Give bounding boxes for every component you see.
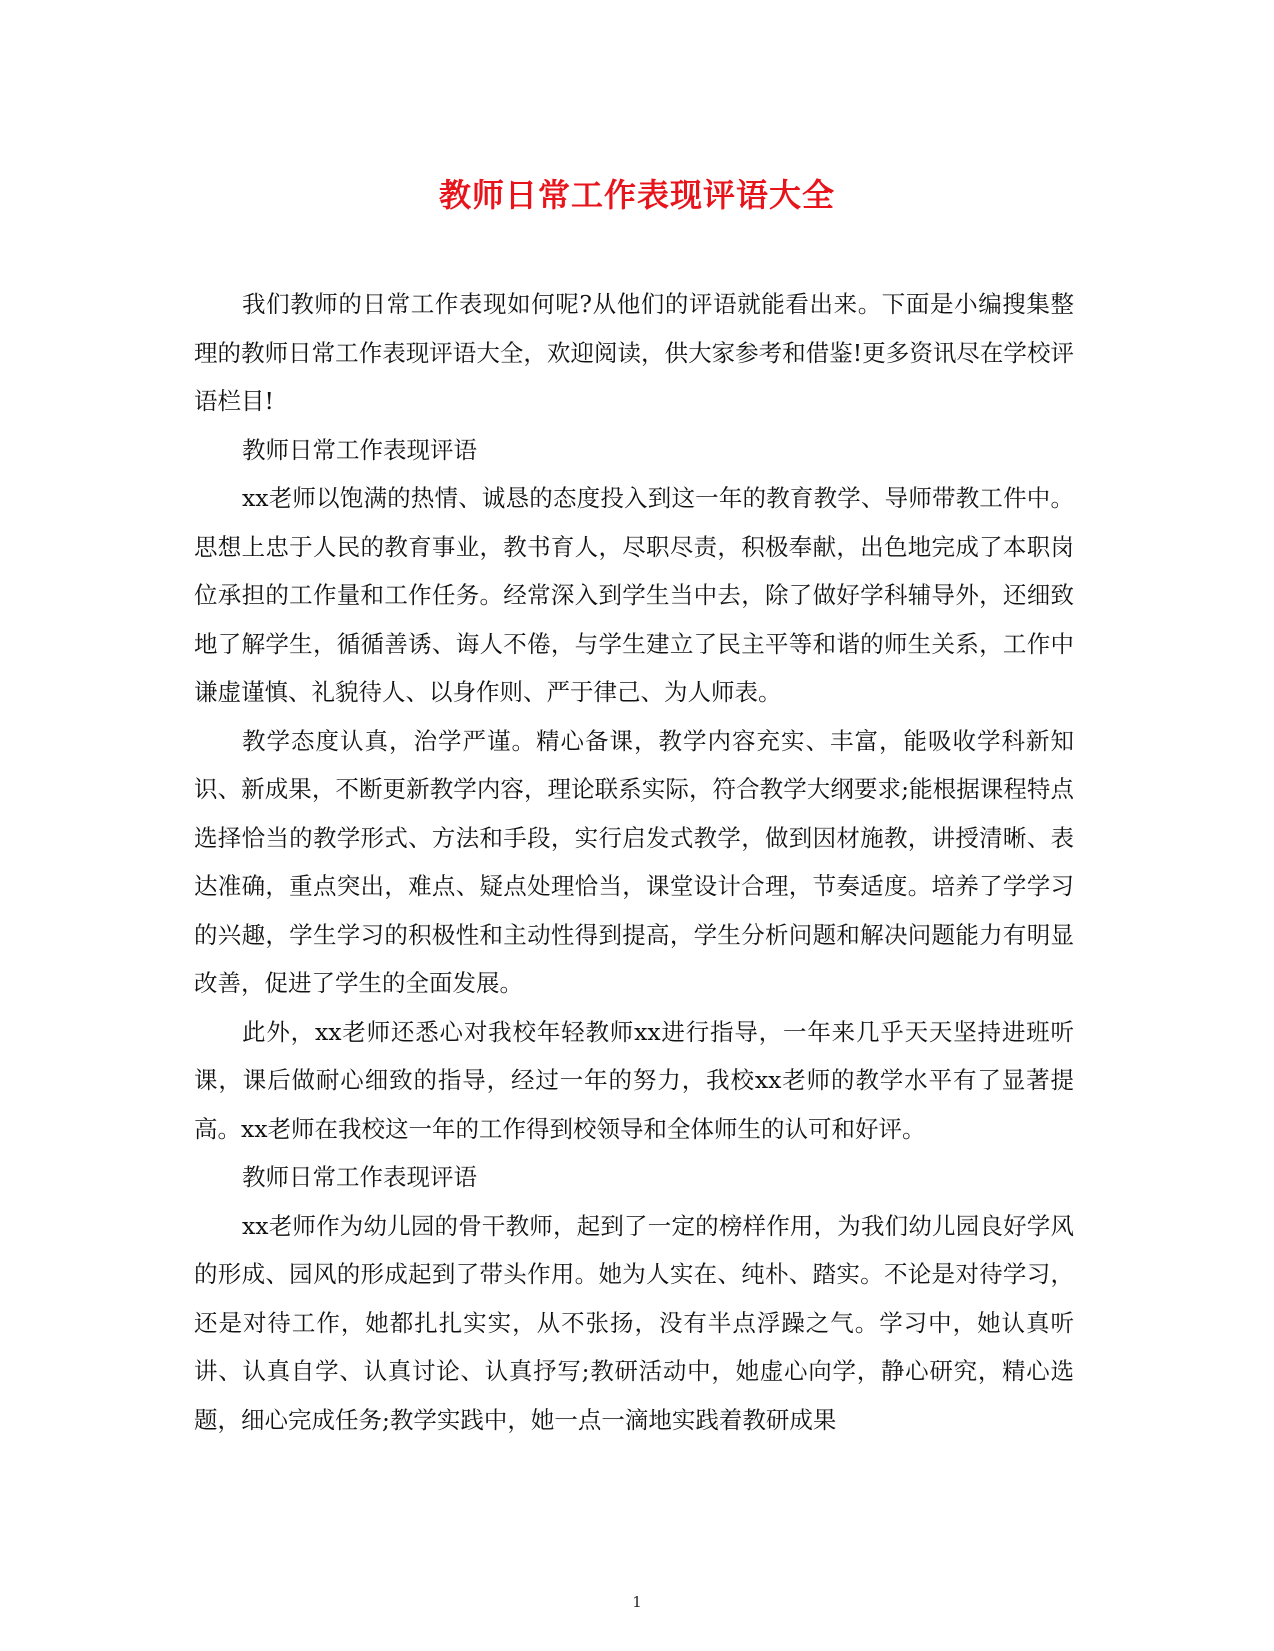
body-paragraph: 此外，xx老师还悉心对我校年轻教师xx进行指导，一年来几乎天天坚持进班听课，课后做耐心细致的指导，经过一年的努力，我校xx老师的教学水平有了显著提高。xx老师在我校这一年的工作得到校领导和全体师生的认可和好评。 [194, 1017, 1074, 1143]
body-paragraph: xx老师作为幼儿园的骨干教师，起到了一定的榜样作用，为我们幼儿园良好学风的形成、园风的形成起到了带头作用。她为人实在、纯朴、踏实。不论是对待学习，还是对待工作，她都扎扎实实，从不张扬，没有半点浮躁之气。学习中，她认真听讲、认真自学、认真讨论、认真抒写;教研活动中，她虚心向学，静心研究，精心选题，细心完成任务;教学实践中，她一点一滴地实践着教研成果 [194, 1211, 1074, 1434]
document-title: 教师日常工作表现评语大全 [438, 176, 835, 214]
section-heading: 教师日常工作表现评语 [242, 1163, 477, 1191]
page-number: 1 [632, 1593, 642, 1611]
intro-paragraph: 我们教师的日常工作表现如何呢?从他们的评语就能看出来。下面是小编搜集整理的教师日常工作表现评语大全，欢迎阅读，供大家参考和借鉴!更多资讯尽在学校评语栏目! [194, 290, 1074, 415]
document-body [194, 280, 1074, 1444]
section-heading: 教师日常工作表现评语 [242, 435, 477, 464]
body-paragraph: xx老师以饱满的热情、诚恳的态度投入到这一年的教育教学、导师带教工件中。思想上忠于人民的教育事业，教书育人，尽职尽责，积极奉献，出色地完成了本职岗位承担的工作量和工作任务。经常深入到学生当中去，除了做好学科辅导外，还细致地了解学生，循循善诱、诲人不倦，与学生建立了民主平等和谐的师生关系，工作中谦虚谨慎、礼貌待人、以身作则、严于律己、为人师表。 [194, 484, 1074, 706]
body-paragraph: 教学态度认真，治学严谨。精心备课，教学内容充实、丰富，能吸收学科新知识、新成果，不断更新教学内容，理论联系实际，符合教学大纲要求;能根据课程特点选择恰当的教学形式、方法和手段，实行启发式教学，做到因材施教，讲授清晰、表达准确，重点突出，难点、疑点处理恰当，课堂设计合理，节奏适度。培养了学学习的兴趣，学生学习的积极性和主动性得到提高，学生分析问题和解决问题能力有明显改善，促进了学生的全面发展。 [194, 726, 1074, 997]
